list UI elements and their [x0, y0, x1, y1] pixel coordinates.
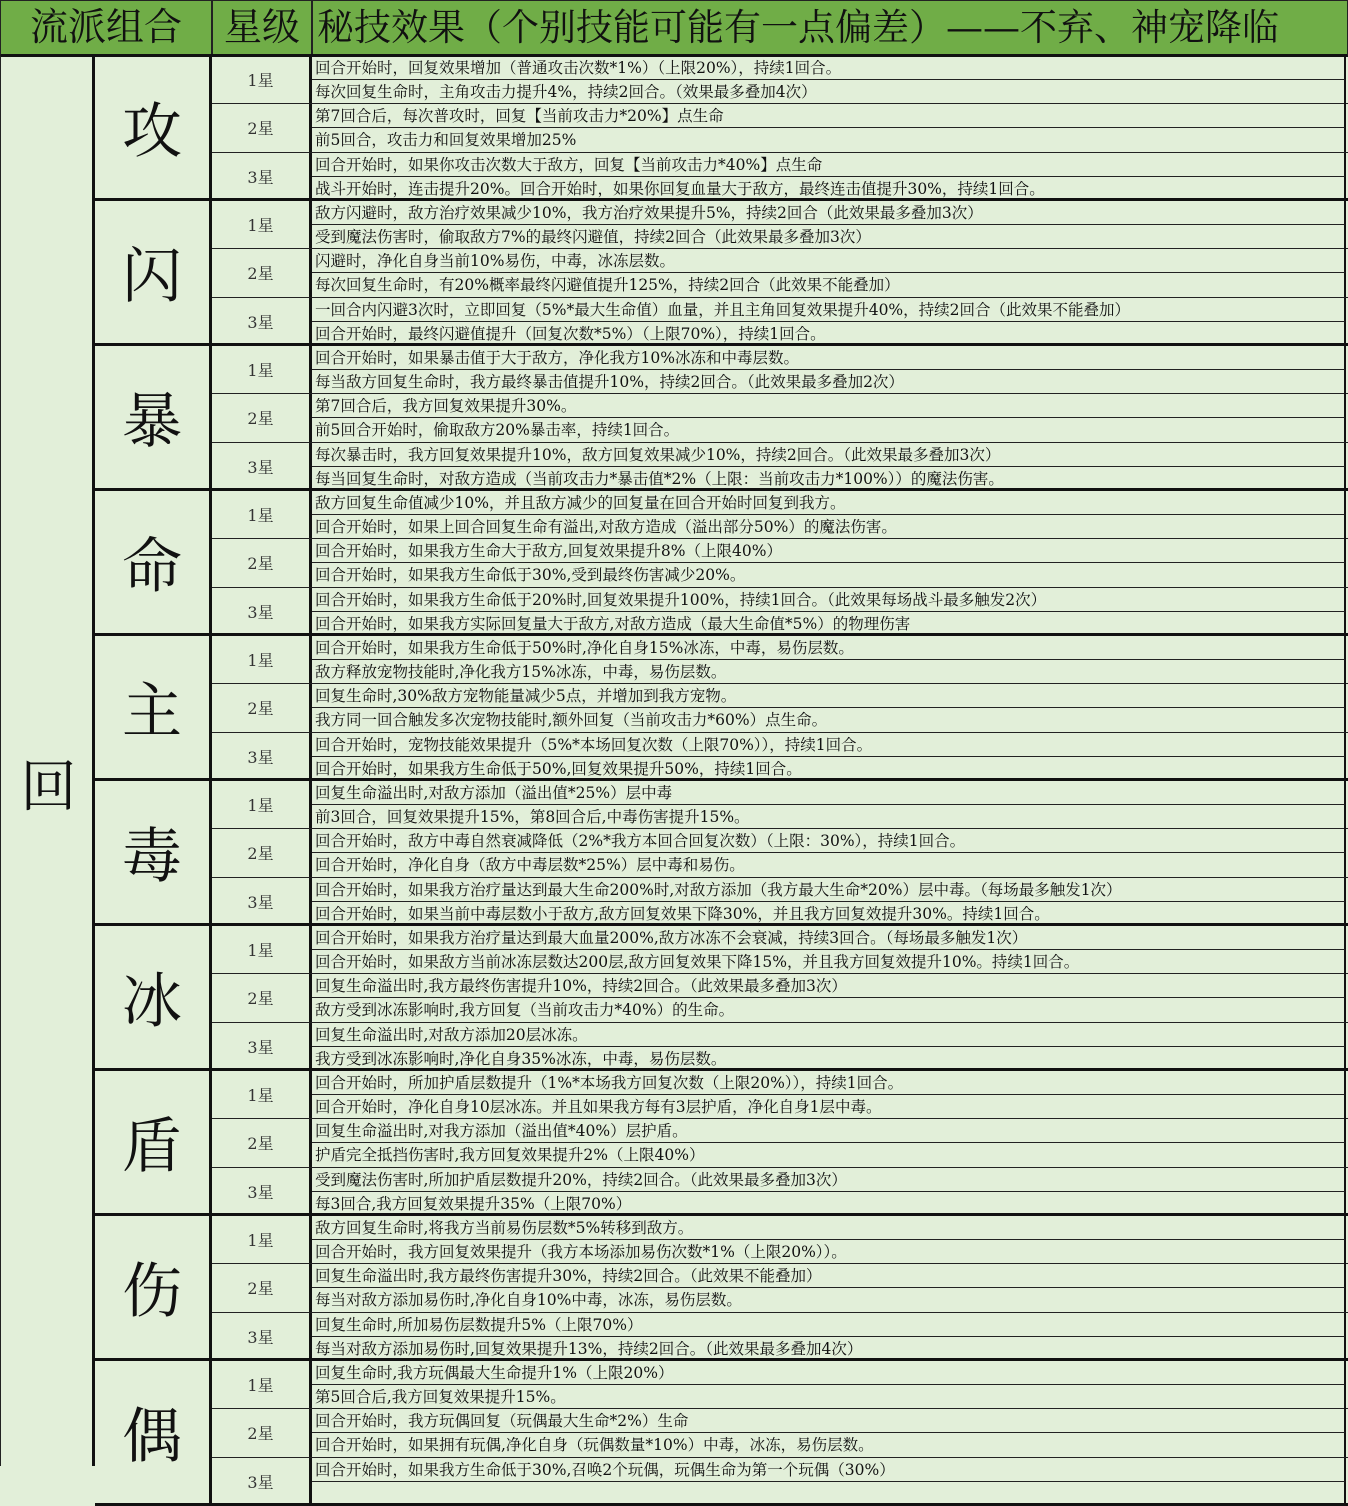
star-level-row	[212, 1216, 1348, 1264]
effect-line: 每当敌方回复生命时，我方最终暴击值提升10%，持续2回合。（此效果最多叠加2次）	[312, 370, 1346, 394]
effect-line: 回复生命溢出时,我方最终伤害提升30%，持续2回合。（此效果不能叠加）	[312, 1264, 1346, 1288]
combo-name: 闪	[95, 201, 212, 343]
star-label: 2星	[212, 1409, 312, 1456]
school-label: 回	[20, 755, 77, 820]
effect-line: 敌方释放宠物技能时,净化我方15%冰冻，中毒，易伤层数。	[312, 660, 1346, 684]
star-label: 1星	[212, 1361, 312, 1408]
combo-name: 命	[95, 491, 212, 633]
star-level-row	[212, 1409, 1348, 1457]
star-label: 3星	[212, 1458, 312, 1506]
effect-line: 受到魔法伤害时，偷取敌方7%的最终闪避值，持续2回合（此效果最多叠加3次）	[312, 225, 1346, 249]
star-level-row	[212, 56, 1348, 104]
effect-line: 回合开始时，如果我方生命大于敌方,回复效果提升8%（上限40%）	[312, 539, 1346, 563]
effect-line: 回复生命溢出时,对敌方添加（溢出值*25%）层中毒	[312, 781, 1346, 805]
header-combo: 流派组合	[1, 1, 213, 54]
effect-line: 回合开始时，如果敌方当前冰冻层数达200层,敌方回复效果下降15%，并且我方回复效提升10%。持续1回合。	[312, 950, 1346, 974]
combo-group	[95, 346, 1348, 491]
effect-line: 回合开始时，如果拥有玩偶,净化自身（玩偶数量*10%）中毒，冰冻，易伤层数。	[312, 1433, 1346, 1457]
effect-line: 回合开始时，我方玩偶回复（玩偶最大生命*2%）生命	[312, 1409, 1346, 1433]
star-label: 2星	[212, 539, 312, 586]
effect-line: 回复生命溢出时,我方最终伤害提升10%，持续2回合。（此效果最多叠加3次）	[312, 974, 1346, 998]
star-label: 1星	[212, 636, 312, 683]
combo-name: 暴	[95, 346, 212, 488]
effect-line: 回合开始时，如果我方治疗量达到最大生命200%时,对敌方添加（我方最大生命*20%）层中毒。（每场最多触发1次）	[312, 878, 1346, 902]
effect-line: 每当回复生命时，对敌方造成（当前攻击力*暴击值*2%（上限：当前攻击力*100%））的魔法伤害。	[312, 467, 1346, 491]
star-label: 2星	[212, 1264, 312, 1311]
combo-name: 伤	[95, 1216, 212, 1358]
effect-line: 回合开始时，如果我方生命低于50%时,净化自身15%冰冻，中毒，易伤层数。	[312, 636, 1346, 660]
combo-group	[95, 781, 1348, 926]
combo-name: 攻	[95, 56, 212, 198]
star-level-row	[212, 1168, 1348, 1216]
star-label: 2星	[212, 394, 312, 441]
star-level-row	[212, 636, 1348, 684]
star-label: 3星	[212, 1313, 312, 1361]
effect-line: 闪避时，净化自身当前10%易伤，中毒，冰冻层数。	[312, 249, 1346, 273]
combo-group	[95, 56, 1348, 201]
star-level-row	[212, 249, 1348, 297]
effect-line: 每3回合,我方回复效果提升35%（上限70%）	[312, 1192, 1346, 1216]
star-label: 1星	[212, 1216, 312, 1263]
star-label: 2星	[212, 974, 312, 1021]
effect-line: 回合开始时，如果我方生命低于30%,召唤2个玩偶，玩偶生命为第一个玩偶（30%）	[312, 1458, 1346, 1482]
effect-line: 回复生命时,所加易伤层数提升5%（上限70%）	[312, 1313, 1346, 1337]
star-label: 3星	[212, 153, 312, 201]
star-label: 3星	[212, 878, 312, 926]
effect-line: 护盾完全抵挡伤害时,我方回复效果提升2%（上限40%）	[312, 1143, 1346, 1167]
star-level-row	[212, 1361, 1348, 1409]
effect-line: 前5回合，攻击力和回复效果增加25%	[312, 128, 1346, 152]
combo-group	[95, 636, 1348, 781]
star-level-row	[212, 298, 1348, 346]
star-label: 1星	[212, 346, 312, 393]
star-level-row	[212, 1458, 1348, 1506]
effect-line: 回合开始时，如果你攻击次数大于敌方，回复【当前攻击力*40%】点生命	[312, 153, 1346, 177]
star-label: 2星	[212, 684, 312, 731]
star-level-row	[212, 733, 1348, 781]
star-level-row	[212, 588, 1348, 636]
star-label: 2星	[212, 249, 312, 296]
star-level-row	[212, 104, 1348, 152]
combo-group	[95, 1361, 1348, 1506]
header-effect: 秘技效果（个别技能可能有一点偏差）——不弃、神宠降临	[317, 6, 1279, 49]
effect-line: 前3回合，回复效果提升15%，第8回合后,中毒伤害提升15%。	[312, 805, 1346, 829]
star-label: 1星	[212, 1071, 312, 1118]
star-level-row	[212, 1264, 1348, 1312]
combo-group	[95, 1216, 1348, 1361]
combo-group	[95, 491, 1348, 636]
effect-line: 敌方闪避时，敌方治疗效果减少10%，我方治疗效果提升5%，持续2回合（此效果最多叠加3次）	[312, 201, 1346, 225]
star-level-row	[212, 153, 1348, 201]
star-level-row	[212, 201, 1348, 249]
star-label: 3星	[212, 588, 312, 636]
effect-line: 每次回复生命时，有20%概率最终闪避值提升125%，持续2回合（此效果不能叠加）	[312, 273, 1346, 297]
effect-line: 每当对敌方添加易伤时,回复效果提升13%，持续2回合。（此效果最多叠加4次）	[312, 1337, 1346, 1361]
star-label: 3星	[212, 733, 312, 781]
school-cell	[0, 56, 95, 1466]
effect-line: 回复生命溢出时,对我方添加（溢出值*40%）层护盾。	[312, 1119, 1346, 1143]
star-label: 3星	[212, 1023, 312, 1071]
star-label: 3星	[212, 1168, 312, 1216]
effect-line: 我方受到冰冻影响时,净化自身35%冰冻，中毒，易伤层数。	[312, 1047, 1346, 1071]
star-level-row	[212, 926, 1348, 974]
effect-line: 回合开始时，敌方中毒自然衰减降低（2%*我方本回合回复次数）（上限：30%），持续1回合。	[312, 829, 1346, 853]
effect-line: 回合开始时，如果暴击值于大于敌方，净化我方10%冰冻和中毒层数。	[312, 346, 1346, 370]
effect-line: 回合开始时，如果上回合回复生命有溢出,对敌方造成（溢出部分50%）的魔法伤害。	[312, 515, 1346, 539]
star-label: 1星	[212, 56, 312, 103]
star-label: 3星	[212, 298, 312, 346]
star-level-row	[212, 878, 1348, 926]
star-level-row	[212, 1023, 1348, 1071]
star-label: 3星	[212, 443, 312, 491]
star-label: 1星	[212, 491, 312, 538]
effect-line: 回合开始时，我方回复效果提升（我方本场添加易伤次数*1%（上限20%））。	[312, 1240, 1346, 1264]
table-header	[0, 0, 1348, 57]
star-level-row	[212, 1071, 1348, 1119]
star-level-row	[212, 1119, 1348, 1167]
star-label: 2星	[212, 104, 312, 151]
effect-line: 第7回合后，我方回复效果提升30%。	[312, 394, 1346, 418]
effect-line: 敌方回复生命值减少10%，并且敌方减少的回复量在回合开始时回复到我方。	[312, 491, 1346, 515]
star-level-row	[212, 443, 1348, 491]
star-label: 1星	[212, 201, 312, 248]
combo-name: 毒	[95, 781, 212, 923]
star-level-row	[212, 974, 1348, 1022]
effect-line: 回合开始时，净化自身（敌方中毒层数*25%）层中毒和易伤。	[312, 853, 1346, 877]
star-level-row	[212, 684, 1348, 732]
effect-line: 回合开始时，如果当前中毒层数小于敌方,敌方回复效果下降30%，并且我方回复效提升30%。持续1回合。	[312, 902, 1346, 926]
effect-line: 每次暴击时，我方回复效果提升10%，敌方回复效果减少10%，持续2回合。（此效果最多叠加3次）	[312, 443, 1346, 467]
combo-name: 盾	[95, 1071, 212, 1213]
star-level-row	[212, 394, 1348, 442]
star-level-row	[212, 491, 1348, 539]
effect-line: 前5回合开始时，偷取敌方20%暴击率，持续1回合。	[312, 418, 1346, 442]
effect-line	[312, 1482, 1346, 1506]
effect-line: 回复生命溢出时,对敌方添加20层冰冻。	[312, 1023, 1346, 1047]
effect-line: 每次回复生命时，主角攻击力提升4%，持续2回合。（效果最多叠加4次）	[312, 80, 1346, 104]
effect-line: 回合开始时，净化自身10层冰冻。并且如果我方每有3层护盾，净化自身1层中毒。	[312, 1095, 1346, 1119]
effect-line: 回合开始时，所加护盾层数提升（1%*本场我方回复次数（上限20%）），持续1回合。	[312, 1071, 1346, 1095]
combo-group	[95, 926, 1348, 1071]
effect-line: 第7回合后，每次普攻时，回复【当前攻击力*20%】点生命	[312, 104, 1346, 128]
star-level-row	[212, 539, 1348, 587]
star-label: 2星	[212, 829, 312, 876]
effect-line: 敌方回复生命时,将我方当前易伤层数*5%转移到敌方。	[312, 1216, 1346, 1240]
effect-line: 敌方受到冰冻影响时,我方回复（当前攻击力*40%）的生命。	[312, 998, 1346, 1022]
effect-line: 回复生命时,30%敌方宠物能量减少5点，并增加到我方宠物。	[312, 684, 1346, 708]
effect-line: 回合开始时，最终闪避值提升（回复次数*5%）（上限70%），持续1回合。	[312, 322, 1346, 346]
combo-group	[95, 1071, 1348, 1216]
star-label: 1星	[212, 781, 312, 828]
effect-line: 每当对敌方添加易伤时,净化自身10%中毒，冰冻，易伤层数。	[312, 1288, 1346, 1312]
effect-line: 回合开始时，宠物技能效果提升（5%*本场回复次数（上限70%）），持续1回合。	[312, 733, 1346, 757]
combo-group	[95, 201, 1348, 346]
star-label: 2星	[212, 1119, 312, 1166]
star-level-row	[212, 1313, 1348, 1361]
effect-line: 战斗开始时，连击提升20%。回合开始时，如果你回复血量大于敌方，最终连击值提升30%，持续1回合。	[312, 177, 1346, 201]
combo-name: 冰	[95, 926, 212, 1068]
effect-line: 回合开始时，如果我方生命低于50%,回复效果提升50%，持续1回合。	[312, 757, 1346, 781]
effect-line: 第5回合后,我方回复效果提升15%。	[312, 1385, 1346, 1409]
combo-name: 主	[95, 636, 212, 778]
star-level-row	[212, 781, 1348, 829]
effect-line: 回合开始时，如果我方治疗量达到最大血量200%,敌方冰冻不会衰减，持续3回合。（每场最多触发1次）	[312, 926, 1346, 950]
star-label: 1星	[212, 926, 312, 973]
effect-line: 一回合内闪避3次时，立即回复（5%*最大生命值）血量，并且主角回复效果提升40%，持续2回合（此效果不能叠加）	[312, 298, 1346, 322]
effect-line: 回复生命时,我方玩偶最大生命提升1%（上限20%）	[312, 1361, 1346, 1385]
effect-line: 受到魔法伤害时,所加护盾层数提升20%，持续2回合。（此效果最多叠加3次）	[312, 1168, 1346, 1192]
star-level-row	[212, 346, 1348, 394]
header-star: 星级	[213, 1, 313, 54]
effect-line: 我方同一回合触发多次宠物技能时,额外回复（当前攻击力*60%）点生命。	[312, 708, 1346, 732]
effect-line: 回合开始时，如果我方实际回复量大于敌方,对敌方造成（最大生命值*5%）的物理伤害	[312, 612, 1346, 636]
effect-line: 回合开始时，回复效果增加（普通攻击次数*1%）（上限20%），持续1回合。	[312, 56, 1346, 80]
effect-line: 回合开始时，如果我方生命低于30%,受到最终伤害减少20%。	[312, 563, 1346, 587]
combo-name: 偶	[95, 1361, 212, 1503]
effect-line: 回合开始时，如果我方生命低于20%时,回复效果提升100%，持续1回合。（此效果每场战斗最多触发2次）	[312, 588, 1346, 612]
star-level-row	[212, 829, 1348, 877]
